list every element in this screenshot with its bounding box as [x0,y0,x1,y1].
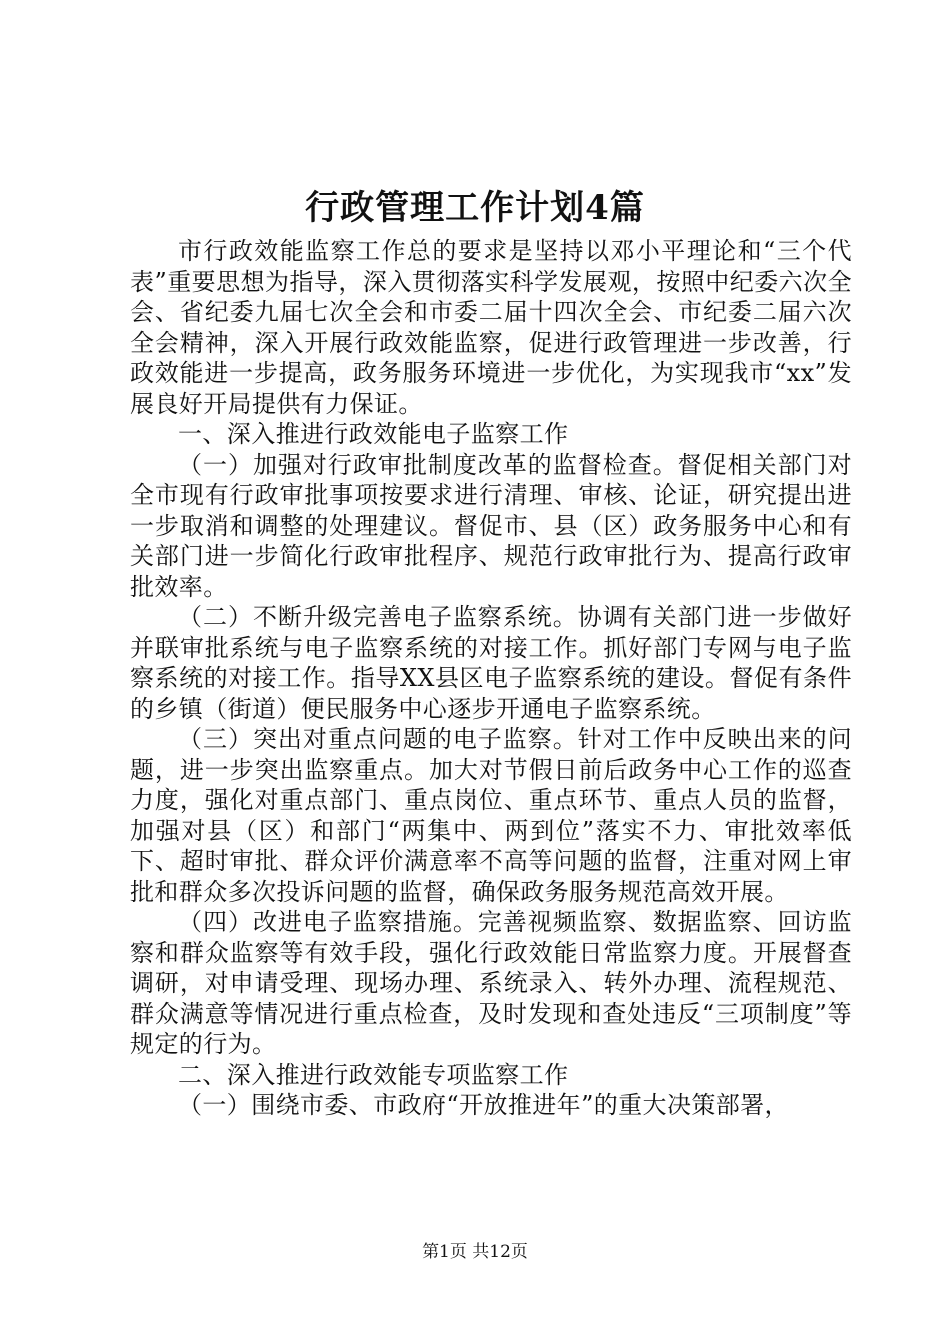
section-heading-2: 二、深入推进行政效能专项监察工作 [178,1060,569,1089]
paragraph-1-3: （三）突出对重点问题的电子监察。针对工作中反映出来的问题，进一步突出监察重点。加大对节假日前后政务中心工作的巡查力度，强化对重点部门、重点岗位、重点环节、重点人员的监督，加强对县（区）和部门“两集中、两到位”落实不力、审批效率低下、超时审批、群众评价满意率不高等问题的监督，注重对网上审批和群众多次投诉问题的监督，确保政务服务规范高效开展。 [130,725,852,906]
intro-paragraph: 市行政效能监察工作总的要求是坚持以邓小平理论和“三个代表”重要思想为指导，深入贯彻落实科学发展观，按照中纪委六次全会、省纪委九届七次全会和市委二届十四次全会、市纪委二届六次全会精神，深入开展行政效能监察，促进行政管理进一步改善，行政效能进一步提高，政务服务环境进一步优化，为实现我市“xx”发展良好开局提供有力保证。 [130,237,852,418]
page-footer: 第1页 共12页 [422,1242,528,1262]
paragraph-1-1: （一）加强对行政审批制度改革的监督检查。督促相关部门对全市现有行政审批事项按要求进行清理、审核、论证，研究提出进一步取消和调整的处理建议。督促市、县（区）政务服务中心和有关部门进一步简化行政审批程序、规范行政审批行为、提高行政审批效率。 [130,450,852,601]
section-heading-1: 一、深入推进行政效能电子监察工作 [178,420,569,448]
document-title: 行政管理工作计划4篇 [305,188,645,228]
paragraph-1-2: （二）不断升级完善电子监察系统。协调有关部门进一步做好并联审批系统与电子监察系统的对接工作。抓好部门专网与电子监察系统的对接工作。指导XX县区电子监察系统的建设。督促有条件的乡镇（街道）便民服务中心逐步开通电子监察系统。 [130,603,852,723]
document-body [130,236,852,1121]
paragraph-1-4: （四）改进电子监察措施。完善视频监察、数据监察、回访监察和群众监察等有效手段，强化行政效能日常监察力度。开展督查调研，对申请受理、现场办理、系统录入、转外办理、流程规范、群众满意等情况进行重点检查，及时发现和查处违反“三项制度”等规定的行为。 [130,908,852,1058]
paragraph-2-1: （一）围绕市委、市政府“开放推进年”的重大决策部署， [178,1091,789,1119]
